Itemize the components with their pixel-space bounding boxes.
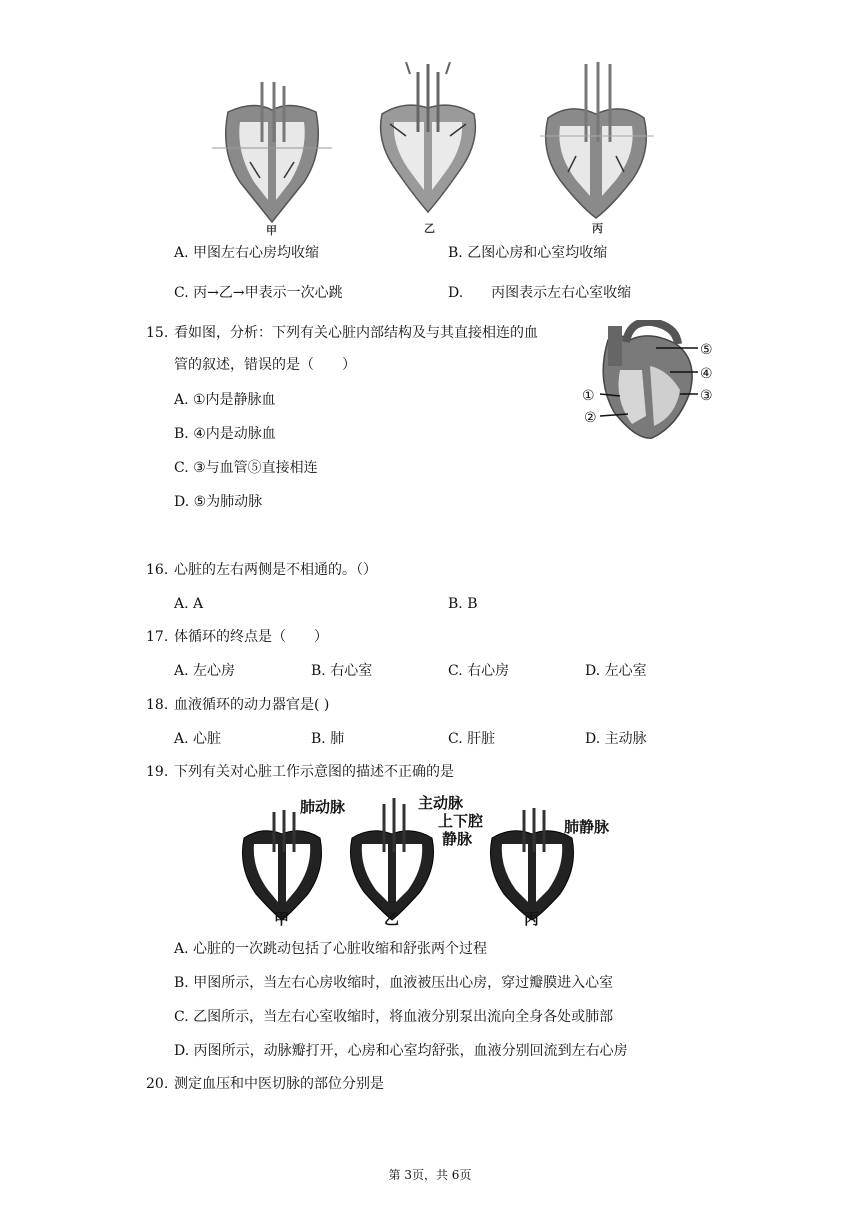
q17-option-b[interactable]: B. 右心室	[311, 663, 373, 679]
q19-heart-yi	[351, 798, 434, 920]
heart-cycle-figure-top	[210, 62, 670, 238]
fig-label-jia: 甲	[266, 224, 277, 237]
q19-heart-jia	[243, 810, 322, 920]
q14-option-d[interactable]: D. 丙图表示左右心室收缩	[448, 285, 632, 301]
q15-option-b[interactable]: B. ④内是动脉血	[174, 426, 276, 442]
heart-diagram-jia	[212, 82, 332, 222]
q15-number: 15.	[146, 325, 169, 341]
q19-stem: 下列有关对心脏工作示意图的描述不正确的是	[174, 764, 454, 780]
q19-option-a[interactable]: A. 心脏的一次跳动包括了心脏收缩和舒张两个过程	[174, 941, 488, 957]
q19-option-b[interactable]: B. 甲图所示，当左右心房收缩时，血液被压出心房，穿过瓣膜进入心室	[174, 975, 614, 991]
q14-option-b[interactable]: B. 乙图心房和心室均收缩	[448, 245, 608, 261]
label-2: ②	[584, 410, 597, 426]
q15-option-d[interactable]: D. ⑤为肺动脉	[174, 494, 263, 510]
q16-number: 16.	[146, 562, 169, 578]
heart-diagram-yi	[381, 62, 476, 212]
q16-option-a[interactable]: A. A	[174, 596, 204, 612]
q19-option-c[interactable]: C. 乙图所示，当左右心室收缩时，将血液分别泵出流向全身各处或肺部	[174, 1009, 614, 1025]
q17-stem: 体循环的终点是（ ）	[174, 629, 328, 645]
q17-number: 17.	[146, 629, 169, 645]
heart-structure-figure	[580, 320, 720, 444]
q15-stem-line1: 看如图，分析：下列有关心脏内部结构及与其直接相连的血	[174, 325, 538, 341]
heart-cycle-figure-q19	[232, 788, 632, 928]
heart-diagram-bing	[540, 62, 654, 218]
q19-option-d[interactable]: D. 丙图所示，动脉瓣打开，心房和心室均舒张，血液分别回流到左右心房	[174, 1043, 628, 1059]
fig-label-yi: 乙	[424, 222, 435, 235]
q16-option-b[interactable]: B. B	[448, 596, 478, 612]
label-3: ③	[700, 388, 713, 404]
q15-option-a[interactable]: A. ①内是静脉血	[174, 392, 276, 408]
q15-option-c[interactable]: C. ③与血管⑤直接相连	[174, 460, 318, 476]
q16-stem: 心脏的左右两侧是不相通的。（）	[174, 562, 377, 578]
q19-label-vena-cava-1: 上下腔	[438, 812, 484, 830]
q18-option-a[interactable]: A. 心脏	[174, 731, 222, 747]
q14-option-c[interactable]: C. 丙→乙→甲表示一次心跳	[174, 285, 343, 301]
q18-number: 18.	[146, 697, 169, 713]
q19-label-vena-cava-2: 静脉	[442, 830, 473, 848]
q15-stem-line2: 管的叙述，错误的是（ ）	[174, 357, 356, 373]
label-4: ④	[700, 366, 713, 382]
q20-stem: 测定血压和中医切脉的部位分别是	[174, 1076, 384, 1092]
fig-label-bing: 丙	[592, 222, 603, 235]
q18-option-d[interactable]: D. 主动脉	[585, 731, 647, 747]
q19-label-pulmonary-vein: 肺静脉	[564, 818, 610, 836]
q17-option-a[interactable]: A. 左心房	[174, 663, 236, 679]
page-footer: 第 3页，共 6页	[388, 1168, 472, 1182]
q17-option-c[interactable]: C. 右心房	[448, 663, 510, 679]
label-5: ⑤	[700, 342, 713, 358]
q19-label-bing: 丙	[524, 910, 540, 928]
label-1: ①	[582, 388, 595, 404]
q19-label-jia: 甲	[274, 910, 290, 928]
q20-number: 20.	[146, 1076, 169, 1092]
q18-option-b[interactable]: B. 肺	[311, 731, 345, 747]
q19-label-yi: 乙	[384, 910, 400, 928]
q19-heart-bing	[491, 808, 574, 920]
q18-option-c[interactable]: C. 肝脏	[448, 731, 496, 747]
q19-label-pulmonary-artery: 肺动脉	[300, 798, 346, 816]
q19-label-aorta: 主动脉	[418, 794, 464, 812]
q18-stem: 血液循环的动力器官是( )	[174, 697, 330, 713]
q14-option-a[interactable]: A. 甲图左右心房均收缩	[174, 245, 320, 261]
q17-option-d[interactable]: D. 左心室	[585, 663, 647, 679]
q19-number: 19.	[146, 764, 169, 780]
